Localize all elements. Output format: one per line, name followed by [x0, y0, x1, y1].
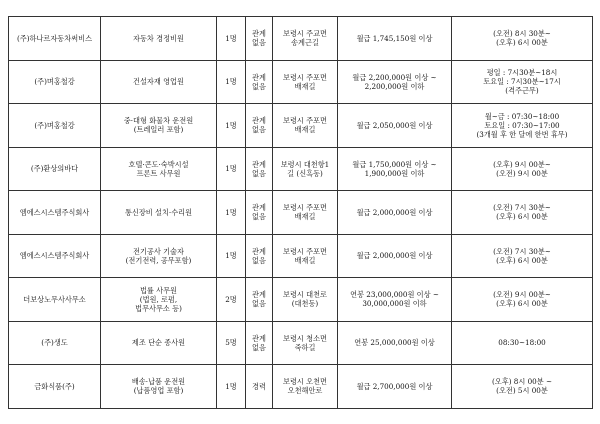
- work-hours-cell: 평일 : 7시30분~18시 토요일 : 7시30분~17시 (격주근무): [452, 60, 593, 104]
- location-cell: 보령시 오천면 오천해안로: [273, 365, 338, 409]
- location-cell: 보령시 청소면 죽하길: [273, 321, 338, 365]
- company-cell: 더보상노무사사무소: [9, 278, 101, 322]
- work-hours-cell: (오전) 8시 30분~ (오후) 6시 00분: [452, 17, 593, 61]
- headcount-cell: 1명: [217, 147, 246, 191]
- company-cell: (주)며홍철강: [9, 60, 101, 104]
- company-cell: (주)며홍철강: [9, 104, 101, 148]
- company-cell: 엠에스시스템주식회사: [9, 191, 101, 235]
- table-row: [9, 191, 593, 235]
- headcount-cell: 5명: [217, 321, 246, 365]
- job-title-cell: 호텔·콘도·숙박시설 프론트 사무원: [101, 147, 217, 191]
- table-row: [9, 234, 593, 278]
- headcount-cell: 2명: [217, 278, 246, 322]
- table-row: [9, 60, 593, 104]
- work-hours-cell: 08:30~18:00: [452, 321, 593, 365]
- company-cell: (주)환상의바다: [9, 147, 101, 191]
- table-row: [9, 278, 593, 322]
- table-row: [9, 17, 593, 61]
- experience-cell: 관계 없음: [246, 147, 273, 191]
- pay-cell: 월급 2,050,000원 이상: [338, 104, 452, 148]
- experience-cell: 관계 없음: [246, 321, 273, 365]
- job-listing-table: [8, 16, 593, 409]
- experience-cell: 관계 없음: [246, 191, 273, 235]
- headcount-cell: 1명: [217, 60, 246, 104]
- pay-cell: 월급 2,700,000원 이상: [338, 365, 452, 409]
- pay-cell: 월급 2,000,000원 이상: [338, 191, 452, 235]
- job-title-cell: 법률 사무원 (법원, 로펌, 법무사무소 등): [101, 278, 217, 322]
- experience-cell: 경력: [246, 365, 273, 409]
- headcount-cell: 1명: [217, 365, 246, 409]
- job-title-cell: 전기공사 기술자 (전기전력, 공무포함): [101, 234, 217, 278]
- table-row: [9, 104, 593, 148]
- work-hours-cell: (오후) 9시 00분~ (오전) 9시 00분: [452, 147, 593, 191]
- table-row: [9, 365, 593, 409]
- work-hours-cell: (오전) 7시 30분~ (오후) 6시 00분: [452, 191, 593, 235]
- location-cell: 보령시 대천로 (대천동): [273, 278, 338, 322]
- job-title-cell: 건설자재 영업원: [101, 60, 217, 104]
- location-cell: 보령시 주포면 배재길: [273, 60, 338, 104]
- pay-cell: 월급 1,745,150원 이상: [338, 17, 452, 61]
- job-title-cell: 자동차 경정비원: [101, 17, 217, 61]
- location-cell: 보령시 주포면 배재길: [273, 234, 338, 278]
- job-title-cell: 제조 단순 종사원: [101, 321, 217, 365]
- work-hours-cell: (오전) 7시 30분~ (오후) 6시 00분: [452, 234, 593, 278]
- pay-cell: 월급 2,200,000원 이상 ~ 2,200,000원 이하: [338, 60, 452, 104]
- location-cell: 보령시 주포면 배재길: [273, 191, 338, 235]
- headcount-cell: 1명: [217, 17, 246, 61]
- job-listing-sheet: [8, 16, 592, 409]
- table-row: [9, 147, 593, 191]
- experience-cell: 관계 없음: [246, 60, 273, 104]
- work-hours-cell: (오후) 8시 00분 ~ (오전) 5시 00분: [452, 365, 593, 409]
- job-title-cell: 배송·납품 운전원 (납품영업 포함): [101, 365, 217, 409]
- job-title-cell: 중·대형 화물차 운전원 (트레일러 포함): [101, 104, 217, 148]
- company-cell: 금화식품(주): [9, 365, 101, 409]
- company-cell: (주)생도: [9, 321, 101, 365]
- location-cell: 보령시 대천항1 길 (신흑동): [273, 147, 338, 191]
- pay-cell: 월급 1,750,000원 이상 ~ 1,900,000원 이하: [338, 147, 452, 191]
- experience-cell: 관계 없음: [246, 104, 273, 148]
- pay-cell: 연봉 23,000,000원 이상 ~ 30,000,000원 이하: [338, 278, 452, 322]
- company-cell: 엠에스시스템주식회사: [9, 234, 101, 278]
- headcount-cell: 1명: [217, 191, 246, 235]
- headcount-cell: 1명: [217, 234, 246, 278]
- location-cell: 보령시 주교면 송계근길: [273, 17, 338, 61]
- headcount-cell: 1명: [217, 104, 246, 148]
- job-title-cell: 통신장비 설치·수리원: [101, 191, 217, 235]
- company-cell: (주)하나르자동차써비스: [9, 17, 101, 61]
- work-hours-cell: 월~금 : 07:30~18:00 토요일 : 07:30~17:00 (3개월 후 한 달에 한번 휴무): [452, 104, 593, 148]
- pay-cell: 월급 2,000,000원 이상: [338, 234, 452, 278]
- location-cell: 보령시 주포면 배재길: [273, 104, 338, 148]
- table-row: [9, 321, 593, 365]
- experience-cell: 관계 없음: [246, 17, 273, 61]
- pay-cell: 연봉 25,000,000원 이상: [338, 321, 452, 365]
- experience-cell: 관계 없음: [246, 234, 273, 278]
- work-hours-cell: (오전) 9시 00분~ (오후) 6시 00분: [452, 278, 593, 322]
- experience-cell: 관계 없음: [246, 278, 273, 322]
